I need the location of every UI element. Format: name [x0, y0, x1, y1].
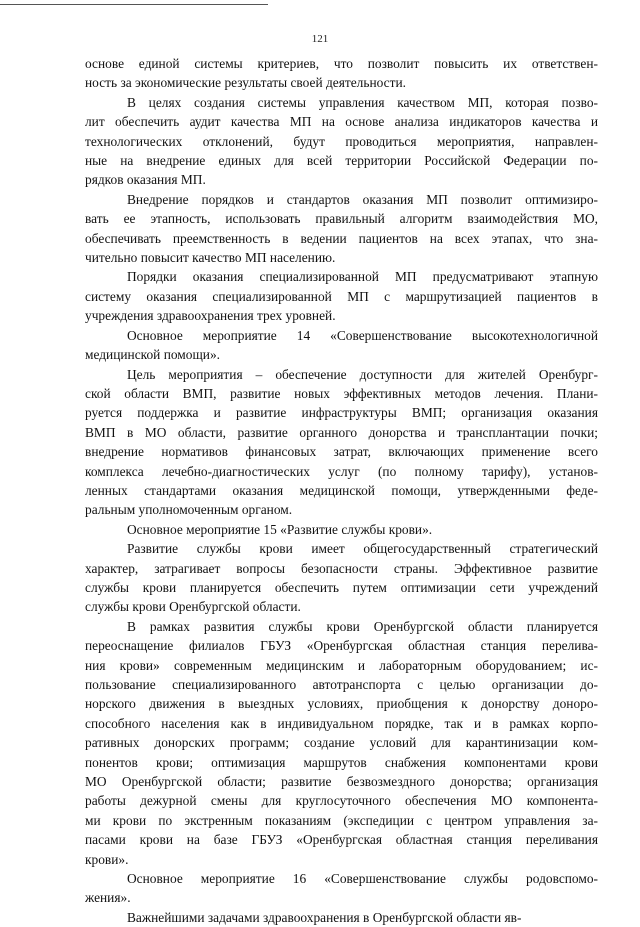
text-line: ленных стандартами оказания медицинской помощи, утвержденными феде- [85, 482, 598, 498]
text-line: пользование специализированного автотранспорта с целью организации до- [85, 677, 598, 692]
text-line: ния крови» современным медицинским и лабораторным оборудованием; ис- [85, 657, 598, 673]
text-line: ные на внедрение единых для всей территории Российской Федерации по- [85, 153, 598, 169]
paragraph [85, 539, 598, 617]
text-line: ВМП в МО области, развитие органного донорства и трансплантации почки; [85, 424, 598, 440]
text-line: переоснащение филиалов ГБУЗ «Оренбургская областная станция перелива- [85, 638, 598, 654]
paragraph [85, 908, 598, 927]
paragraph [85, 617, 598, 869]
text-line: службы крови Оренбургской области. [85, 599, 301, 615]
text-line: внедрение нормативов финансовых затрат, включающих применение всего [85, 444, 598, 460]
paragraph [85, 520, 598, 539]
paragraph [85, 365, 598, 520]
text-line: характер, затрагивает вопросы безопасности страны. Эффективное развитие [85, 560, 598, 576]
text-line: Важнейшими задачами здравоохранения в Оренбургской области яв- [127, 909, 522, 925]
top-rule [0, 4, 268, 5]
paragraph [85, 326, 598, 365]
text-line: ральным уполномоченным органом. [85, 502, 293, 518]
text-line: обеспечивать преемственность в ведении пациентов на всех этапах, что зна- [85, 230, 598, 246]
text-line: ность за экономические результаты своей деятельности. [85, 75, 406, 91]
text-line: жения». [85, 890, 131, 906]
text-line: систему оказания специализированной МП с маршрутизацией пациентов в [85, 288, 598, 304]
page-number: 121 [311, 33, 329, 45]
page-body [85, 54, 598, 927]
text-line: учреждения здравоохранения трех уровней. [85, 308, 336, 324]
text-line: Основное мероприятие 16 «Совершенствование службы родовспомо- [127, 871, 598, 887]
paragraph [85, 869, 598, 908]
text-line: технологических отклонений, будут проводиться мероприятия, направлен- [85, 133, 598, 149]
text-line: работы дежурной смены для круглосуточного обеспечения МО компонента- [85, 793, 598, 809]
text-line: Внедрение порядков и стандартов оказания МП позволит оптимизиро- [127, 191, 598, 207]
text-line: норского движения в выездных условиях, приобщения к донорству доноро- [85, 696, 598, 712]
text-line: комплекса лечебно-диагностических услуг (по полному тарифу), установ- [85, 463, 598, 479]
text-line: ми крови по экстренным показаниям (экспедиции с центром управления за- [85, 812, 598, 828]
paragraph [85, 54, 598, 93]
paragraph [85, 267, 598, 325]
text-line: медицинской помощи». [85, 347, 220, 363]
text-line: понентов крови; оптимизация маршрутов снабжения компонентами крови [85, 754, 598, 770]
text-line: Основное мероприятие 14 «Совершенствование высокотехнологичной [127, 327, 598, 343]
text-line: руется поддержка и развитие инфраструктуры ВМП; организация оказания [85, 405, 598, 421]
text-line: способного населения как в индивидуальном порядке, так и в рамках корпо- [85, 715, 598, 731]
text-line: ративных донорских программ; создание условий для карантинизации ком- [85, 735, 598, 751]
text-line: ской области ВМП, развитие новых эффективных методов лечения. Плани- [85, 385, 598, 401]
text-line: службы крови планируется обеспечить путем оптимизации сети учреждений [85, 579, 598, 595]
text-line: Основное мероприятие 15 «Развитие службы крови». [127, 521, 433, 537]
text-line: чительно повысит качество МП населению. [85, 250, 336, 266]
text-line: В целях создания системы управления качеством МП, которая позво- [127, 94, 598, 110]
paragraph [85, 93, 598, 190]
text-line: крови». [85, 851, 129, 867]
text-line: В рамках развития службы крови Оренбургской области планируется [127, 618, 598, 634]
paragraph [85, 190, 598, 268]
text-line: Порядки оказания специализированной МП предусматривают этапную [127, 269, 598, 285]
text-line: вать ее этапность, использовать правильный алгоритм взаимодействия МО, [85, 211, 598, 227]
text-line: лит обеспечить аудит качества МП на основе анализа индикаторов качества и [85, 114, 598, 130]
text-line: пасами крови на базе ГБУЗ «Оренбургская областная станция переливания [85, 832, 598, 848]
text-line: Цель мероприятия – обеспечение доступности для жителей Оренбург- [127, 366, 598, 382]
text-line: Развитие службы крови имеет общегосударственный стратегический [127, 541, 598, 557]
text-line: МО Оренбургской области; развитие безвозмездного донорства; организация [85, 774, 598, 790]
text-line: рядков оказания МП. [85, 172, 206, 188]
text-line: основе единой системы критериев, что позволит повысить их ответствен- [85, 56, 598, 71]
